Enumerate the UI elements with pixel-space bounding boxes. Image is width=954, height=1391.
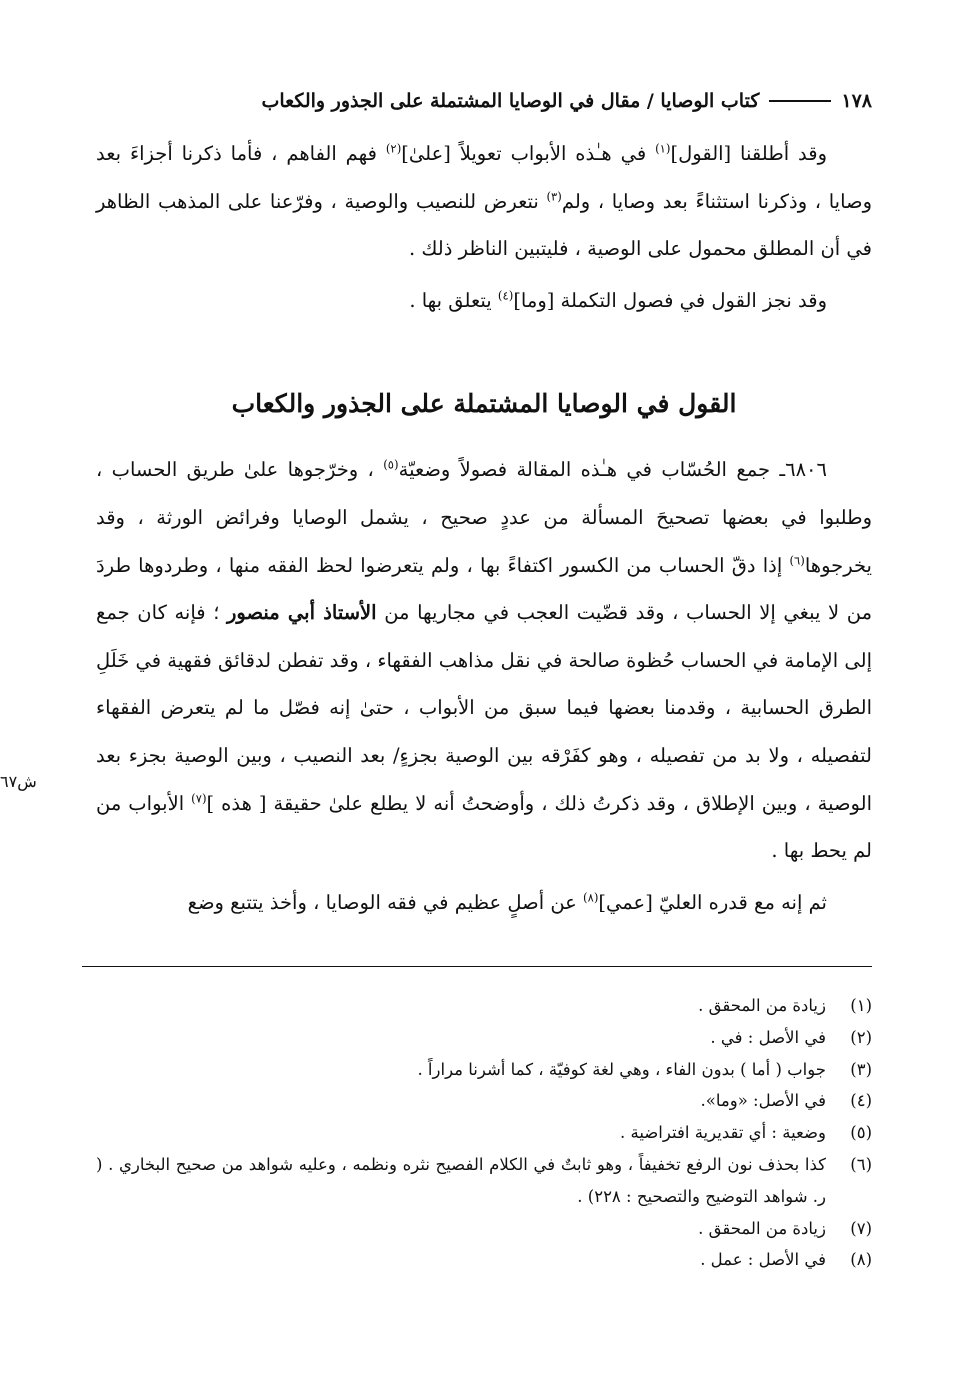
text-run: وقد أطلقنا [القول] <box>670 142 827 165</box>
intro-paragraph-2 <box>96 277 872 325</box>
footnote-number: (٥) <box>850 1123 872 1143</box>
footnote-number: (١) <box>850 996 872 1015</box>
section-title: القول في الوصايا المشتملة على الجذور والكعاب <box>231 389 737 419</box>
footnote-text: في الأصل: «وما». <box>700 1091 826 1111</box>
footnote-divider <box>82 966 872 967</box>
text-run: وقد نجز القول في فصول التكملة [وما] <box>513 288 827 312</box>
footnotes <box>96 990 872 1276</box>
main-paragraph-1 <box>96 446 872 874</box>
footnote-text: في الأصل : في . <box>710 1027 826 1047</box>
text-run: ثم إنه مع قدره العليّ [عمي] <box>598 890 827 914</box>
main-paragraph-2 <box>96 879 872 927</box>
footnote-number: (٣) <box>850 1059 872 1079</box>
text-run: نتعرض للنصيب والوصية ، وفرّعنا على المذهب الظاهر في أن المطلق محمول على الوصية ، فليتبين الناظر ذلك . <box>96 189 872 261</box>
footnote-text: زيادة من المحقق . <box>698 1218 826 1238</box>
footnote-text: جواب ( أما ) بدون الفاء ، وهي لغة كوفيّة ، كما أشرنا مراراً . <box>417 1059 826 1079</box>
footnote-ref-1: (١) <box>655 141 671 156</box>
main-text <box>96 130 872 926</box>
text-run: فهم الفاهم ، فأما ذكرنا أجزاءَ بعد وصايا ، وذكرنا استثناءً بعد وصايا ، ولم <box>96 142 872 213</box>
footnote-text: كذا بحذف نون الرفع تخفيفاً ، وهو ثابتٌ في الكلام الفصيح نثره ونظمه ، وعليه شواهد من صحيح البخاري . ( ر. شواهد التوضيح والتصحيح : ٢٢٨) . <box>96 1154 826 1206</box>
text-run: ، وخرّجوها علىٰ طريق الحساب ، وطلبوا في بعضها تصحيحَ المسألة من عددٍ صحيح ، يشمل الوصايا وفرائض الورثة ، وقد يخرجوها <box>96 458 872 577</box>
footnote <box>96 1022 872 1054</box>
text-run: ٦٨٠٦ـ جمع الحُسّاب في هـٰذه المقالة فصولاً وضعيّة <box>398 458 827 482</box>
intro-paragraph-1 <box>96 130 872 273</box>
text-run: الأبواب من لم يحط بها . <box>96 791 872 863</box>
footnote-ref-6: (٦) <box>789 553 805 568</box>
footnote-number: (٧) <box>850 1218 872 1238</box>
footnote-text: وضعية : أي تقديرية افتراضية . <box>619 1123 826 1143</box>
footnote <box>96 1149 872 1213</box>
footnote-ref-3: (٣) <box>546 189 562 204</box>
footnote-ref-7: (٧) <box>191 791 207 806</box>
text-run: إذا دقّ الحساب من الكسور اكتفاءً بها ، ولم يتعرضوا لحظ الفقه منها ، وطردوها طردَ من لا يبغي إلا الحساب ، وقد قضّيت العجب في مجاريها من <box>96 553 873 625</box>
footnote-ref-2: (٢) <box>385 141 402 156</box>
footnote-number: (٢) <box>850 1027 872 1047</box>
footnote-number: (٤) <box>850 1091 872 1111</box>
footnote-ref-5: (٥) <box>383 457 399 472</box>
page-header <box>96 84 872 118</box>
footnote <box>96 1054 872 1086</box>
scholar-name: الأستاذ أبي منصور <box>227 601 377 625</box>
footnote <box>96 1213 872 1245</box>
text-run: يتعلق بها . <box>409 288 498 312</box>
footnote <box>96 1244 872 1276</box>
footnote-text: في الأصل : عمل . <box>700 1250 826 1270</box>
footnote-ref-8: (٨) <box>583 890 599 905</box>
manuscript-folio-note: ش٦٧ <box>0 772 37 791</box>
text-run: ؛ فإنه كان جمع إلى الإمامة في الحساب حُظوة صالحة في نقل مذاهب الفقهاء ، وقد تفطن لدقائق فقهية في خَلَلِ الطرق الحسابية ، وقدمنا بعضها فيما سبق من الأبواب ، حتىٰ إنه فصّل ما لم يتعرض الفقهاء لتفصيله ، ولا بد من تفصيله ، وهو كفَرْقه بين الوصية بجزءٍ/ بعد النصيب ، وبين الوصية بجزء بعد الوصية ، وبين الإطلاق ، وقد ذكرتُ ذلك ، وأوضحتُ أنه لا يطلع علىٰ حقيقة [ هذه ] <box>96 601 872 815</box>
page-number: ١٧٨ <box>841 90 872 112</box>
footnote-ref-4: (٤) <box>497 288 514 303</box>
footnote-number: (٦) <box>850 1154 872 1174</box>
footnote <box>96 1117 872 1149</box>
footnote <box>96 1085 872 1117</box>
text-run: في هـٰذه الأبواب تعويلاً [علىٰ] <box>401 142 656 165</box>
text-run: عن أصلٍ عظيم في فقه الوصايا ، وأخذ يتتبع وضع <box>187 890 584 914</box>
running-title: كتاب الوصايا / مقال في الوصايا المشتملة على الجذور والكعاب <box>261 90 760 112</box>
footnote-text: زيادة من المحقق . <box>698 996 826 1015</box>
footnote <box>96 990 872 1022</box>
footnote-number: (٨) <box>850 1250 872 1270</box>
header-rule <box>769 100 831 102</box>
